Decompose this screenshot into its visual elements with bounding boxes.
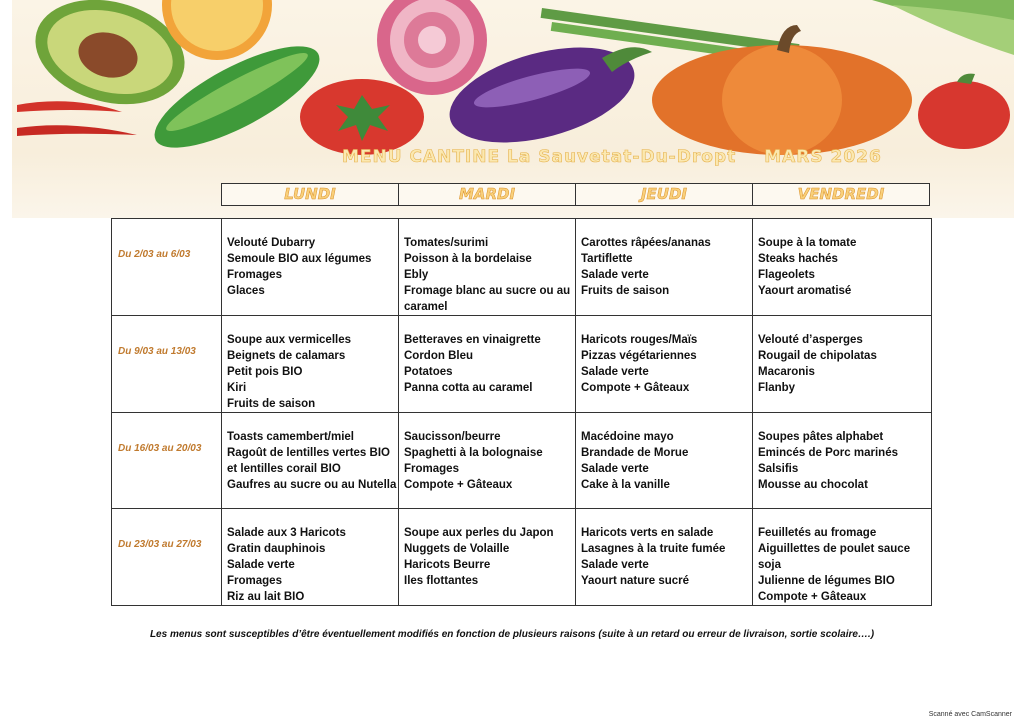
menu-item: Pizzas végétariennes — [581, 350, 697, 362]
menu-item: Riz au lait BIO — [227, 591, 305, 603]
menu-item: Brandade de Morue — [581, 447, 689, 459]
menu-item: Saucisson/beurre — [404, 431, 501, 443]
menu-item: Soupe aux vermicelles — [227, 334, 352, 346]
menu-item: Soupes pâtes alphabet — [758, 431, 884, 443]
menu-item: Fromages — [227, 575, 282, 587]
menu-cell — [753, 413, 932, 509]
menu-item: Julienne de légumes BIO — [758, 575, 895, 587]
menu-cell — [576, 413, 753, 509]
menu-cell — [399, 509, 576, 606]
menu-title-main: MENU CANTINE La Sauvetat-Du-Dropt — [342, 147, 737, 167]
table-row — [112, 316, 932, 413]
menu-item: Salade verte — [581, 463, 649, 475]
menu-item: Lasagnes à la truite fumée — [581, 543, 726, 555]
menu-item: Steaks hachés — [758, 253, 838, 265]
menu-item: Panna cotta au caramel — [404, 382, 533, 394]
menu-item: Poisson à la bordelaise — [404, 253, 532, 265]
menu-item: Ragoût de lentilles vertes BIO et lentilles corail BIO — [227, 447, 390, 475]
menu-cell — [222, 219, 399, 316]
menu-cell — [753, 509, 932, 606]
menu-item: Petit pois BIO — [227, 366, 303, 378]
menu-table-body — [112, 219, 932, 606]
day-header-jeudi: JEUDI — [575, 184, 752, 205]
menu-item: Tartiflette — [581, 253, 633, 265]
menu-item: Potatoes — [404, 366, 453, 378]
menu-item: Nuggets de Volaille — [404, 543, 510, 555]
menu-title — [342, 147, 882, 167]
menu-item: Semoule BIO aux légumes — [227, 253, 372, 265]
table-row — [112, 509, 932, 606]
week-label: Du 16/03 au 20/03 — [118, 443, 202, 454]
menu-item: Flanby — [758, 382, 796, 394]
scanner-watermark: Scanné avec CamScanner — [928, 711, 1012, 718]
menu-item: Soupe aux perles du Japon — [404, 527, 554, 539]
menu-item: Tomates/surimi — [404, 237, 489, 249]
menu-item: Aiguillettes de poulet sauce soja — [758, 543, 911, 571]
menu-item: Fromages — [404, 463, 459, 475]
day-header-mardi: MARDI — [398, 184, 575, 205]
menu-item: Yaourt aromatisé — [758, 285, 852, 297]
day-header-lundi: LUNDI — [284, 185, 336, 203]
chili-illustration — [17, 101, 137, 136]
menu-item: Iles flottantes — [404, 575, 479, 587]
menu-item: Gratin dauphinois — [227, 543, 326, 555]
week-label: Du 23/03 au 27/03 — [118, 539, 202, 550]
menu-cell — [222, 509, 399, 606]
menu-cell — [222, 413, 399, 509]
menu-item: Fromage blanc au sucre ou au caramel — [404, 285, 571, 313]
tomato-illustration — [300, 79, 424, 155]
menu-cell — [576, 316, 753, 413]
menu-item: Feuilletés au fromage — [758, 527, 877, 539]
menu-cell — [576, 219, 753, 316]
table-row — [112, 219, 932, 316]
menu-cell — [753, 316, 932, 413]
day-header-row — [221, 183, 930, 206]
menu-item: Haricots rouges/Maïs — [581, 334, 698, 346]
menu-item: Fruits de saison — [581, 285, 670, 297]
menu-item: Salsifis — [758, 463, 799, 475]
week-label-cell — [112, 509, 222, 606]
menu-title-month: MARS 2026 — [764, 147, 882, 167]
menu-item: Emincés de Porc marinés — [758, 447, 898, 459]
menu-cell — [576, 509, 753, 606]
menu-cell — [399, 219, 576, 316]
week-label-cell — [112, 413, 222, 509]
menu-item: Rougail de chipolatas — [758, 350, 877, 362]
menu-item: Fromages — [227, 269, 282, 281]
menu-item: Beignets de calamars — [227, 350, 346, 362]
menu-item: Salade verte — [581, 269, 649, 281]
menu-item: Flageolets — [758, 269, 815, 281]
menu-item: Ebly — [404, 269, 429, 281]
menu-item: Betteraves en vinaigrette — [404, 334, 541, 346]
menu-item: Soupe à la tomate — [758, 237, 857, 249]
menu-item: Compote + Gâteaux — [581, 382, 690, 394]
menu-cell — [753, 219, 932, 316]
menu-item: Compote + Gâteaux — [758, 591, 867, 603]
week-label-cell — [112, 219, 222, 316]
menu-item: Salade verte — [581, 366, 649, 378]
menu-item: Spaghetti à la bolognaise — [404, 447, 543, 459]
menu-item: Fruits de saison — [227, 398, 316, 410]
menu-item: Yaourt nature sucré — [581, 575, 690, 587]
footer-note: Les menus sont susceptibles d’être éventuellement modifiés en fonction de plusieurs raisons (suite à un retard ou erreur de livraison, sortie scolaire….) — [149, 629, 875, 640]
lettuce-illustration — [872, 0, 1014, 55]
day-header-vendredi: VENDREDI — [752, 184, 929, 205]
week-label: Du 9/03 au 13/03 — [118, 346, 196, 357]
menu-item: Carottes râpées/ananas — [581, 237, 711, 249]
menu-item: Glaces — [227, 285, 265, 297]
menu-item: Salade aux 3 Haricots — [227, 527, 346, 539]
vegetable-banner — [12, 0, 1014, 218]
menu-cell — [222, 316, 399, 413]
menu-item: Haricots Beurre — [404, 559, 491, 571]
menu-item: Haricots verts en salade — [581, 527, 714, 539]
week-label: Du 2/03 au 6/03 — [118, 249, 191, 260]
menu-item: Macédoine mayo — [581, 431, 674, 443]
week-label-cell — [112, 316, 222, 413]
menu-item: Velouté Dubarry — [227, 237, 316, 249]
menu-item: Velouté d’asperges — [758, 334, 863, 346]
onion-illustration — [377, 0, 487, 95]
menu-item: Gaufres au sucre ou au Nutella — [227, 479, 397, 491]
menu-item: Cordon Bleu — [404, 350, 473, 362]
menu-item: Toasts camembert/miel — [227, 431, 354, 443]
menu-cell — [399, 316, 576, 413]
menu-item: Cake à la vanille — [581, 479, 670, 491]
menu-item: Salade verte — [227, 559, 295, 571]
menu-item: Compote + Gâteaux — [404, 479, 513, 491]
menu-item: Salade verte — [581, 559, 649, 571]
menu-table — [111, 218, 932, 606]
table-row — [112, 413, 932, 509]
menu-cell — [399, 413, 576, 509]
menu-item: Mousse au chocolat — [758, 479, 868, 491]
menu-item: Macaronis — [758, 366, 815, 378]
red-pepper-illustration — [918, 74, 1010, 149]
menu-item: Kiri — [227, 382, 247, 394]
